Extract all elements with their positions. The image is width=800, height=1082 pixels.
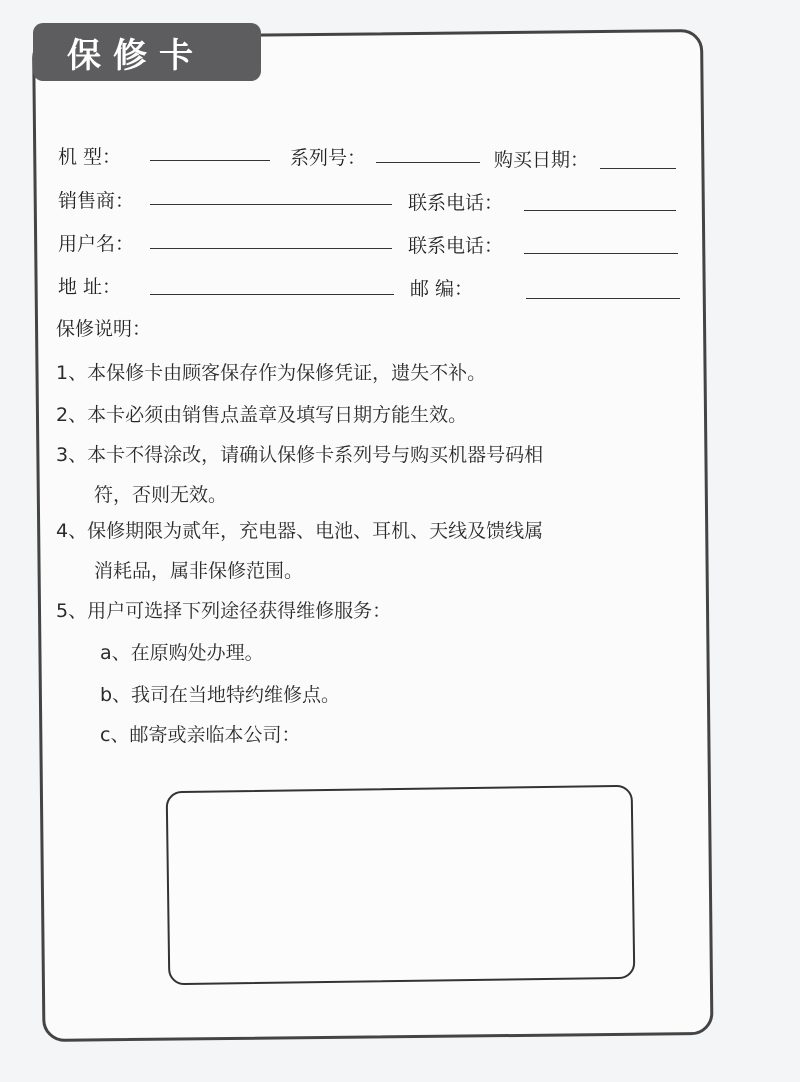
postcode-label: 邮 编： (410, 278, 474, 300)
user-label: 用户名： (58, 233, 135, 255)
note-item-continued: 符，否则无效。 (94, 484, 228, 506)
service-option: b、我司在当地特约维修点。 (100, 684, 341, 706)
purchase-date-label: 购买日期： (494, 149, 590, 171)
model-label: 机 型： (58, 146, 122, 168)
service-option: c、邮寄或亲临本公司： (100, 724, 301, 746)
postcode-field[interactable] (526, 298, 680, 299)
user-field[interactable] (150, 248, 392, 249)
note-item: 5、用户可选择下列途径获得维修服务： (56, 600, 392, 622)
dealer-phone-label: 联系电话： (408, 192, 504, 214)
dealer-phone-field[interactable] (524, 210, 676, 211)
stamp-box (166, 785, 636, 986)
card-title: 保修卡 (33, 23, 261, 81)
note-item: 2、本卡必须由销售点盖章及填写日期方能生效。 (56, 404, 468, 426)
note-item: 1、本保修卡由顾客保存作为保修凭证，遗失不补。 (56, 362, 487, 384)
service-option: a、在原购处办理。 (100, 642, 264, 664)
note-item-continued: 消耗品，属非保修范围。 (94, 560, 304, 582)
note-item: 3、本卡不得涂改，请确认保修卡系列号与购买机器号码相 (56, 444, 544, 466)
note-item: 4、保修期限为贰年，充电器、电池、耳机、天线及馈线属 (56, 520, 544, 542)
user-phone-label: 联系电话： (408, 235, 504, 257)
serial-label: 系列号： (290, 147, 367, 169)
address-label: 地 址： (58, 276, 122, 298)
model-field[interactable] (150, 160, 270, 161)
dealer-field[interactable] (150, 204, 392, 205)
notes-heading: 保修说明： (56, 318, 152, 340)
dealer-label: 销售商： (58, 190, 135, 212)
serial-field[interactable] (376, 162, 480, 163)
purchase-date-field[interactable] (600, 168, 676, 169)
address-field[interactable] (150, 294, 394, 295)
user-phone-field[interactable] (524, 253, 678, 254)
